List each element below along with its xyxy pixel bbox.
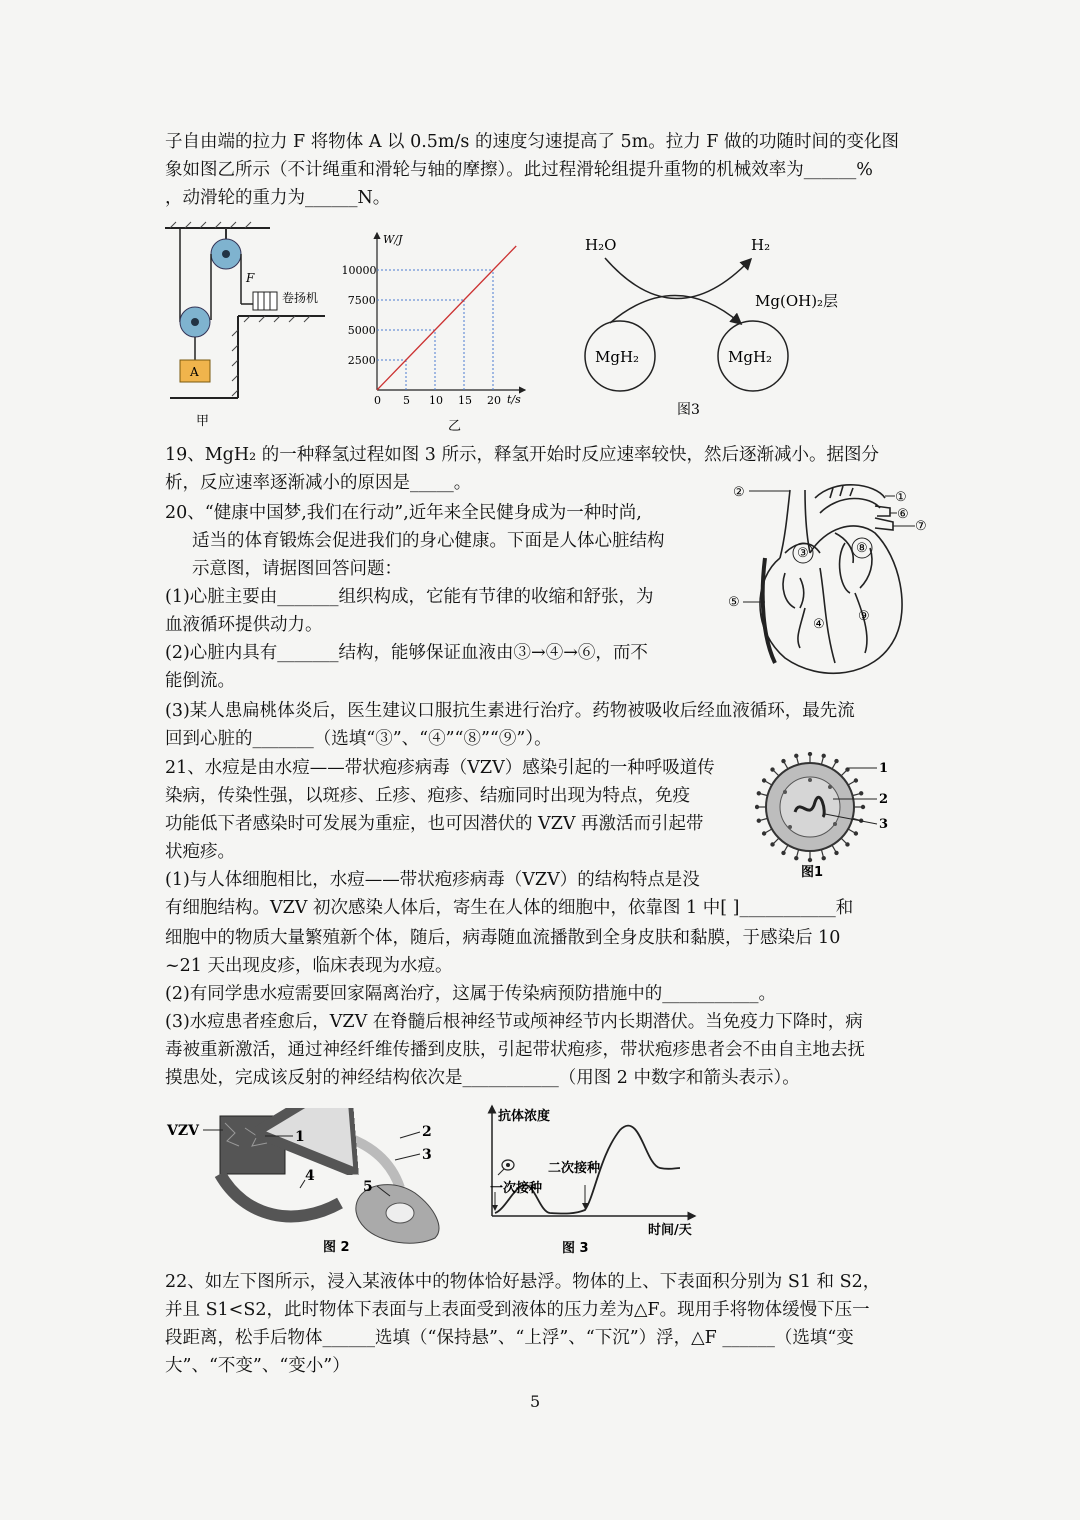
q21-line-6: 有细胞结构。VZV 初次感染人体后，寄生在人体的细胞中，依靠图 1 中[ ]___________和 [165,898,854,918]
reflex-label-5: 5 [363,1179,373,1195]
heart-label-7: ⑦ [915,519,927,534]
figure-caption-jia: 甲 [196,414,210,429]
q21-line-8: ~21 天出现皮疹，临床表现为水痘。 [165,956,453,976]
chart-x-axis-label: t/s [507,393,521,406]
reflex-arc-figure [165,1108,455,1258]
vzv-label: VZV [167,1123,199,1139]
reflex-label-2: 2 [422,1124,432,1140]
q21-line-11: 毒被重新激活，通过神经纤维传播到皮肤，引起带状疱疹，带状疱疹患者会不由自主地去抚 [165,1040,865,1060]
second-dose-label: 二次接种 [548,1161,601,1176]
chart-x-tick-20: 20 [487,394,501,407]
q21-line-3: 功能低下者感染时可发展为重症，也可因潜伏的 VZV 再激活而引起带 [165,814,704,834]
reflex-label-3: 3 [422,1147,432,1163]
virus-label-3: 3 [879,817,889,832]
virus-label-2: 2 [879,792,889,807]
q21-line-2: 染病，传染性强，以斑疹、丘疹、疱疹、结痂同时出现为特点，免疫 [165,786,690,806]
q20-line-9: 回到心脏的_______（选填“③”、“④”“⑧”“⑨”）。 [165,729,552,749]
chart-y-tick-10000: 10000 [341,264,377,277]
q20-line-7: 能倒流。 [165,671,235,691]
q18-line-3: ，动滑轮的重力为______N。 [165,188,391,208]
q20-line-1: 20、“健康中国梦,我们在行动”,近年来全民健身成为一种时尚, [165,503,642,523]
q19-line-2: 析，反应速率逐渐减小的原因是_____。 [165,473,472,493]
chart-y-tick-7500: 7500 [347,294,376,307]
mgh2-left-label: MgH₂ [595,348,640,366]
q20-line-4: (1)心脏主要由_______组织构成，它能有节律的收缩和舒张，为 [165,587,654,607]
antibody-chart [480,1100,710,1260]
mgoh2-layer-label: Mg(OH)₂层 [755,292,839,310]
q20-line-6: (2)心脏内具有_______结构，能够保证血液由③→④→⑥，而不 [165,643,648,663]
chart-y-tick-5000: 5000 [347,324,376,337]
heart-label-3: ③ [797,546,809,561]
virus-label-1: 1 [879,761,889,776]
antibody-y-label: 抗体浓度 [498,1109,551,1124]
chart-y-tick-2500: 2500 [347,354,376,367]
heart-label-6: ⑥ [897,507,909,522]
first-dose-label: 一次接种 [490,1181,543,1196]
chart-x-tick-10: 10 [429,394,443,407]
winch-label: 卷扬机 [282,291,319,305]
force-label: F [246,271,255,285]
pulley-figure [160,220,330,430]
heart-diagram [725,478,935,693]
page-number: 5 [530,1392,541,1411]
q18-line-2: 象如图乙所示（不计绳重和滑轮与轴的摩擦）。此过程滑轮组提升重物的机械效率为______% [165,160,873,180]
figure-caption-virus: 图1 [801,865,824,880]
q22-line-4: 大”、“不变”、“变小”） [165,1356,350,1376]
h2o-label: H₂O [585,236,617,254]
heart-label-8: ⑧ [856,541,868,556]
heart-label-2: ② [733,485,745,500]
chart-y-axis-label: W/J [383,233,403,246]
figure-caption-yi: 乙 [448,419,462,434]
virus-figure [755,752,900,882]
h2-label: H₂ [751,236,771,254]
mgh2-right-label: MgH₂ [728,348,773,366]
figure-caption-antibody: 图 3 [562,1241,589,1256]
figure-caption-reflex: 图 2 [323,1240,350,1255]
block-a-label: A [190,365,199,379]
q22-line-3: 段距离，松手后物体______选填（“保持悬”、“上浮”、“下沉”）浮，△F ______（选填“变 [165,1328,854,1348]
q22-line-2: 并且 S1<S2，此时物体下表面与上表面受到液体的压力差为△F。现用手将物体缓慢下压一 [165,1300,870,1320]
q20-line-3: 示意图，请据图回答问题： [192,559,402,579]
chart-x-tick-5: 5 [403,394,410,407]
figure-caption-3: 图3 [677,402,700,418]
reflex-label-4: 4 [305,1168,315,1184]
mgh2-figure [575,228,875,423]
q19-line-1: 19、MgH₂ 的一种释氢过程如图 3 所示，释氢开始时反应速率较快，然后逐渐减小。据图分 [165,445,879,465]
heart-label-9: ⑨ [858,609,870,624]
q21-line-7: 细胞中的物质大量繁殖新个体，随后，病毒随血流播散到全身皮肤和黏膜，于感染后 10 [165,928,841,948]
reflex-label-1: 1 [295,1129,305,1145]
antibody-x-label: 时间/天 [648,1223,692,1238]
q21-line-5: (1)与人体细胞相比，水痘——带状疱疹病毒（VZV）的结构特点是没 [165,870,700,890]
work-time-chart [335,225,535,435]
chart-series-line [377,246,516,390]
heart-label-1: ① [895,490,907,505]
q21-line-12: 摸患处，完成该反射的神经结构依次是___________（用图 2 中数字和箭头表示）。 [165,1068,800,1088]
heart-label-4: ④ [813,617,825,632]
q21-line-10: (3)水痘患者痊愈后，VZV 在脊髓后根神经节或颅神经节内长期潜伏。当免疫力下降时，病 [165,1012,863,1032]
chart-x-tick-0: 0 [374,394,381,407]
q21-line-9: (2)有同学患水痘需要回家隔离治疗，这属于传染病预防措施中的___________。 [165,984,777,1004]
q21-line-4: 状疱疹。 [165,842,235,862]
q20-line-8: (3)某人患扁桃体炎后，医生建议口服抗生素进行治疗。药物被吸收后经血液循环，最先流 [165,701,855,721]
q20-line-5: 血液循环提供动力。 [165,615,323,635]
q18-line-1: 子自由端的拉力 F 将物体 A 以 0.5m/s 的速度匀速提高了 5m。拉力 F 做的功随时间的变化图 [165,132,900,152]
q20-line-2: 适当的体育锻炼会促进我们的身心健康。下面是人体心脏结构 [192,531,665,551]
heart-label-5: ⑤ [728,595,740,610]
chart-x-tick-15: 15 [458,394,472,407]
q21-line-1: 21、水痘是由水痘——带状疱疹病毒（VZV）感染引起的一种呼吸道传 [165,758,715,778]
q22-line-1: 22、如左下图所示，浸入某液体中的物体恰好悬浮。物体的上、下表面积分别为 S1 和 S2， [165,1272,881,1292]
